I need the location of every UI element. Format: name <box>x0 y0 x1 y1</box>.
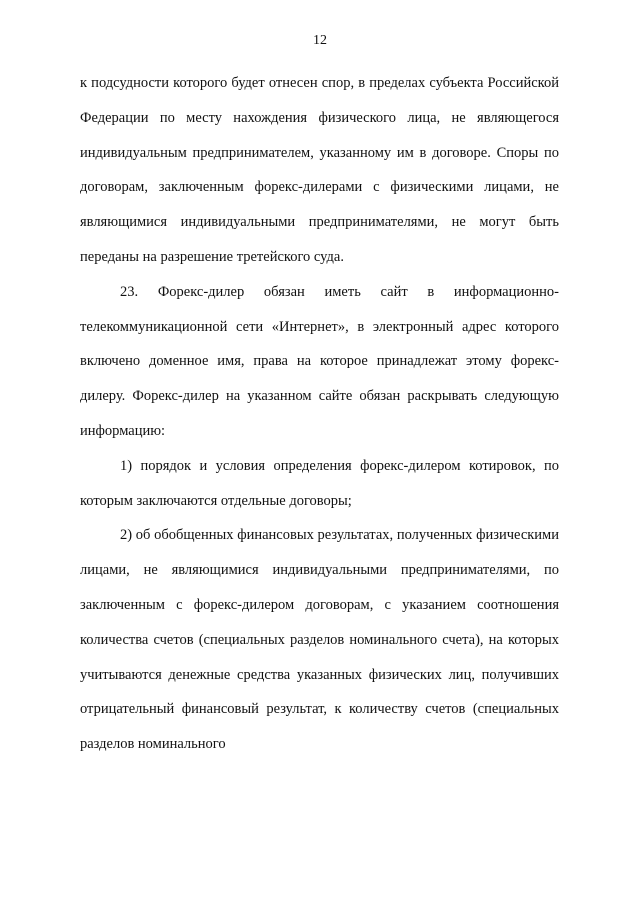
page-number: 12 <box>313 33 327 48</box>
paragraph-list-item-2: 2) об обобщенных финансовых результатах, полученных физическими лицами, не являющимися индивидуальными предпринимателями, по заключенным с форекс-дилером договорам, с указанием соотношения количества счетов (специальных разделов номинального счета), на которых учитываются денежные средства указанных физических лиц, получивших отрицательный финансовый результат, к количеству счетов (специальных разделов номинального <box>80 527 559 753</box>
paragraph-clause-23: 23. Форекс-дилер обязан иметь сайт в информационно-телекоммуникационной сети «Интернет», в электронный адрес которого включено доменное имя, права на которое принадлежат этому форекс-дилеру. Форекс-дилер на указанном сайте обязан раскрывать следующую информацию: <box>80 283 559 439</box>
paragraph-list-item-1: 1) порядок и условия определения форекс-дилером котировок, по которым заключаются отдельные договоры; <box>80 457 559 509</box>
paragraph-continuation: к подсудности которого будет отнесен спор, в пределах субъекта Российской Федерации по месту нахождения физического лица, не являющегося индивидуальным предпринимателем, указанному им в договоре. Споры по договорам, заключенным форекс-дилерами с физическими лицами, не являющимися индивидуальными предпринимателями, не могут быть переданы на разрешение третейского суда. <box>80 75 559 265</box>
document-body <box>80 66 559 762</box>
